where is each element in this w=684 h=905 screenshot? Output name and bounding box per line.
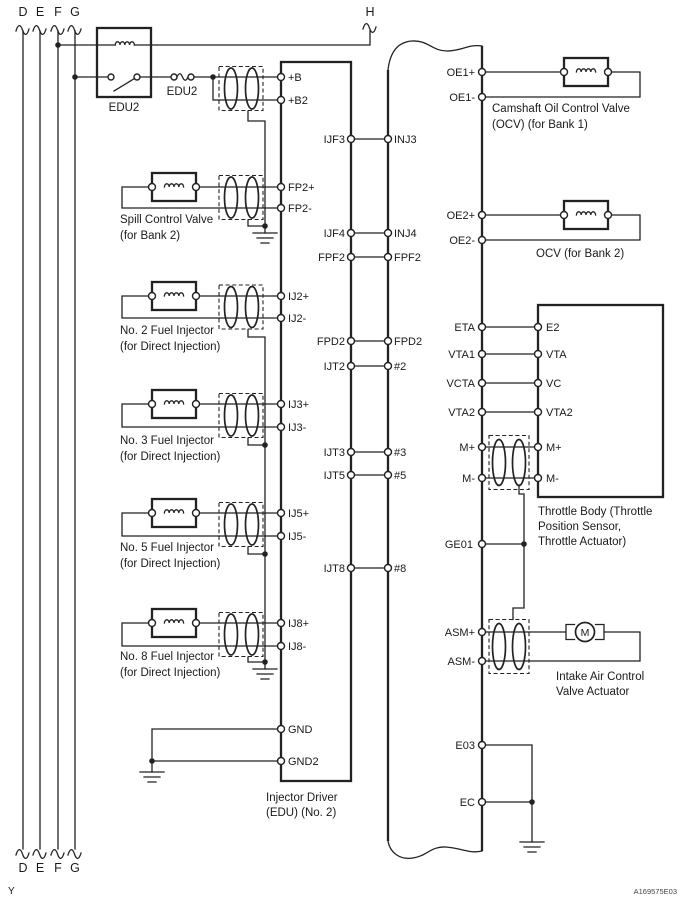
- pin-circle: [348, 565, 355, 572]
- relay-label: EDU2: [108, 102, 140, 114]
- ocv-bank1: [486, 58, 641, 131]
- pin-circle: [479, 380, 486, 387]
- pin-circle: [535, 351, 542, 358]
- coil-icon: [164, 401, 183, 404]
- wire: [486, 486, 525, 620]
- pin-label: FPF2: [318, 252, 345, 264]
- pin-circle: [348, 363, 355, 370]
- pin-label: IJ3-: [288, 422, 307, 434]
- pin-circle: [278, 510, 285, 517]
- pin-circle: [479, 324, 486, 331]
- wire: [122, 513, 278, 536]
- junction-dot: [262, 442, 268, 448]
- wire: [134, 31, 370, 45]
- pin-circle: [278, 758, 285, 765]
- pin-circle: [348, 230, 355, 237]
- pin-label: IJT8: [323, 563, 345, 575]
- pin-label: #3: [394, 447, 407, 459]
- iac-actuator: [486, 620, 645, 699]
- ocv-bank2: [486, 201, 641, 260]
- pin-circle: [535, 409, 542, 416]
- pin-circle: [348, 472, 355, 479]
- h-connector: [134, 5, 376, 45]
- pin-circle: [385, 338, 392, 345]
- pin-circle: [479, 94, 486, 101]
- pin-label: OE1-: [449, 92, 475, 104]
- pin-circle: [278, 293, 285, 300]
- pin-label: GND2: [288, 756, 319, 768]
- pin-label: IJ5+: [288, 508, 310, 520]
- pin-circle: [385, 254, 392, 261]
- ecu-torn-edge-bottom: [388, 841, 482, 858]
- pin-label: IJF4: [323, 228, 345, 240]
- relay-contact: [108, 74, 114, 80]
- coil-icon: [576, 212, 595, 215]
- fuse-icon: [177, 74, 188, 81]
- wire: [122, 404, 278, 427]
- harness-label-d-bottom: D: [18, 861, 28, 875]
- harness-label-f-bottom: F: [54, 861, 62, 875]
- harness-label-d-top: D: [18, 5, 28, 19]
- fuse-label: EDU2: [166, 86, 198, 98]
- pin-label: VTA2: [546, 407, 573, 419]
- pin-label: IJT5: [323, 470, 345, 482]
- pin-circle: [479, 351, 486, 358]
- pin-circle: [278, 643, 285, 650]
- relay-contact: [134, 74, 140, 80]
- harness-label-g-bottom: G: [70, 861, 80, 875]
- edu-ecu-wires: [355, 139, 385, 568]
- pin-label: IJ8-: [288, 641, 307, 653]
- pin-circle: [535, 324, 542, 331]
- junction-dot: [262, 223, 268, 229]
- shielded-wire-icon: [489, 436, 529, 490]
- pin-circle: [348, 136, 355, 143]
- junction-dot: [72, 74, 78, 80]
- pin-label: M+: [459, 442, 475, 454]
- motor-shield: [486, 436, 530, 620]
- relay-box: [97, 28, 151, 97]
- edu2-relay: [58, 28, 151, 114]
- ground-icon: [520, 842, 544, 852]
- spill-control-valve: [120, 173, 278, 242]
- wire: [122, 623, 278, 646]
- pin-label: GND: [288, 724, 313, 736]
- shielded-wire-icon: [219, 503, 263, 547]
- harness-lines: [16, 5, 81, 875]
- pin-label: E2: [546, 322, 560, 334]
- harness-label-h: H: [365, 5, 375, 19]
- pin-label: ETA: [454, 322, 475, 334]
- pin-circle: [278, 315, 285, 322]
- pin-label: INJ3: [394, 134, 417, 146]
- wire: [355, 139, 385, 568]
- coil-icon: [164, 510, 183, 513]
- component-label: No. 3 Fuel Injector: [120, 435, 214, 447]
- pin-label: M-: [462, 473, 475, 485]
- pin-circle: [479, 69, 486, 76]
- pin-circle: [535, 444, 542, 451]
- pin-label: FPD2: [316, 336, 345, 348]
- pin-circle: [278, 726, 285, 733]
- pin-label: VC: [546, 378, 562, 390]
- pin-circle: [385, 449, 392, 456]
- pin-circle: [385, 363, 392, 370]
- gnd-wiring: [140, 729, 278, 782]
- coil-icon: [576, 69, 595, 72]
- fuse-terminal: [171, 74, 177, 80]
- junction-dot: [521, 541, 527, 547]
- fuel-injector-5: [120, 499, 278, 570]
- pin-label: OE2+: [446, 210, 475, 222]
- pin-label: IJF3: [323, 134, 345, 146]
- junction-dot: [262, 659, 268, 665]
- junction-dot: [55, 42, 61, 48]
- pin-circle: [385, 472, 392, 479]
- edu-caption: Injector Driver: [266, 792, 338, 804]
- component-label: Intake Air Control: [556, 671, 645, 683]
- pin-circle: [278, 533, 285, 540]
- pin-label: OE2-: [449, 235, 475, 247]
- edu-caption: (EDU) (No. 2): [266, 807, 337, 819]
- pin-circle: [278, 401, 285, 408]
- component-label: Position Sensor,: [538, 521, 622, 533]
- pin-label: FPD2: [394, 336, 423, 348]
- pin-circle: [535, 380, 542, 387]
- pin-label: OE1+: [446, 67, 475, 79]
- pin-circle: [278, 97, 285, 104]
- component-label: (for Direct Injection): [120, 451, 221, 463]
- pin-label: GE01: [444, 539, 473, 551]
- fuel-injector-2: [120, 282, 278, 353]
- wire-break-icon: [16, 850, 29, 859]
- pin-circle: [348, 449, 355, 456]
- junction-dot: [210, 74, 216, 80]
- shielded-wire-icon: [219, 394, 263, 438]
- ground-icon: [253, 669, 277, 679]
- pin-label: IJT3: [323, 447, 345, 459]
- wire: [486, 632, 641, 661]
- pin-circle: [479, 409, 486, 416]
- wire: [122, 187, 278, 208]
- pin-label: VTA2: [448, 407, 475, 419]
- wire-break-icon: [68, 850, 81, 859]
- pin-circle: [479, 212, 486, 219]
- pin-label: VTA1: [448, 349, 475, 361]
- ground-icon: [140, 772, 164, 782]
- component-label: No. 2 Fuel Injector: [120, 325, 214, 337]
- pin-label: IJT2: [323, 361, 345, 373]
- wire: [152, 729, 278, 772]
- component-label: Throttle Actuator): [538, 536, 627, 548]
- pin-label: IJ2+: [288, 291, 310, 303]
- pin-label: ASM-: [447, 656, 475, 668]
- pin-circle: [479, 237, 486, 244]
- motor-letter: M: [580, 627, 590, 639]
- coil-icon: [164, 184, 183, 187]
- pin-circle: [479, 541, 486, 548]
- pin-label: FP2-: [288, 203, 312, 215]
- wire-break-icon: [51, 850, 64, 859]
- harness-label-f-top: F: [54, 5, 62, 19]
- pin-circle: [278, 74, 285, 81]
- pin-label: +B2: [288, 95, 308, 107]
- component-label: (for Direct Injection): [120, 667, 221, 679]
- shielded-wire-icon: [219, 176, 263, 220]
- pin-circle: [385, 230, 392, 237]
- pin-circle: [348, 338, 355, 345]
- pin-circle: [278, 424, 285, 431]
- harness-wire: [23, 31, 75, 849]
- fuel-injector-3: [120, 390, 278, 463]
- pin-label: #8: [394, 563, 407, 575]
- pin-circle: [479, 799, 486, 806]
- junction-dot: [149, 758, 155, 764]
- pin-label: IJ3+: [288, 399, 310, 411]
- junction-dot: [262, 551, 268, 557]
- pin-circle: [278, 620, 285, 627]
- component-label: (OCV) (for Bank 1): [492, 119, 588, 131]
- pin-label: VTA: [546, 349, 567, 361]
- shielded-wire-icon: [219, 613, 263, 657]
- shielded-wire-icon: [219, 285, 263, 329]
- component-label: (for Bank 2): [120, 230, 181, 242]
- throttle-body: [486, 305, 664, 548]
- pin-label: FPF2: [394, 252, 421, 264]
- harness-label-g-top: G: [70, 5, 80, 19]
- wire: [122, 296, 278, 318]
- relay-coil-icon: [115, 42, 134, 45]
- pin-label: ASM+: [444, 627, 475, 639]
- component-label: Valve Actuator: [556, 686, 630, 698]
- doc-number: A169575E03: [633, 887, 677, 896]
- pin-label: FP2+: [288, 182, 315, 194]
- pin-circle: [479, 742, 486, 749]
- pin-circle: [535, 475, 542, 482]
- pin-label: M-: [546, 473, 559, 485]
- ground-icon: [253, 233, 277, 243]
- pin-label: M+: [546, 442, 562, 454]
- harness-label-e-top: E: [35, 5, 45, 19]
- pin-circle: [479, 629, 486, 636]
- ecu-connector-band: [385, 41, 486, 858]
- pin-label: E03: [455, 740, 475, 752]
- component-label: (for Direct Injection): [120, 341, 221, 353]
- wire: [194, 77, 278, 100]
- coil-icon: [164, 293, 183, 296]
- component-label: No. 8 Fuel Injector: [120, 651, 214, 663]
- wire-break-icon: [33, 850, 46, 859]
- pin-circle: [278, 184, 285, 191]
- component-label: Spill Control Valve: [120, 214, 214, 226]
- page-corner-label: Y: [8, 886, 15, 897]
- fuse-terminal: [188, 74, 194, 80]
- pin-label: IJ8+: [288, 618, 310, 630]
- pin-circle: [479, 658, 486, 665]
- shielded-wire-icon: [489, 620, 529, 674]
- pin-label: IJ2-: [288, 313, 307, 325]
- pin-circle: [385, 136, 392, 143]
- pin-label: VCTA: [446, 378, 475, 390]
- pin-circle: [278, 205, 285, 212]
- pin-circle: [479, 475, 486, 482]
- pin-circle: [479, 444, 486, 451]
- e03-ec-ground: [486, 745, 545, 852]
- junction-dot: [529, 799, 535, 805]
- relay-switch-blade: [114, 79, 135, 92]
- edu-box: [266, 62, 355, 819]
- shield-symbols-left: [219, 67, 263, 657]
- wire: [486, 745, 533, 842]
- component-label: Throttle Body (Throttle: [538, 506, 653, 518]
- pin-label: +B: [288, 72, 302, 84]
- pin-label: EC: [459, 797, 475, 809]
- pin-label: #5: [394, 470, 407, 482]
- pin-label: #2: [394, 361, 407, 373]
- pin-label: IJ5-: [288, 531, 307, 543]
- component-label: Camshaft Oil Control Valve: [492, 103, 630, 115]
- component-label: (for Direct Injection): [120, 558, 221, 570]
- component-label: OCV (for Bank 2): [536, 248, 625, 260]
- coil-icon: [164, 620, 183, 623]
- ecu-torn-edge-top: [388, 41, 482, 70]
- pin-label: INJ4: [394, 228, 417, 240]
- pin-circle: [348, 254, 355, 261]
- pin-circle: [385, 565, 392, 572]
- harness-label-e-bottom: E: [35, 861, 45, 875]
- component-label: No. 5 Fuel Injector: [120, 542, 214, 554]
- shielded-wire-icon: [219, 67, 263, 111]
